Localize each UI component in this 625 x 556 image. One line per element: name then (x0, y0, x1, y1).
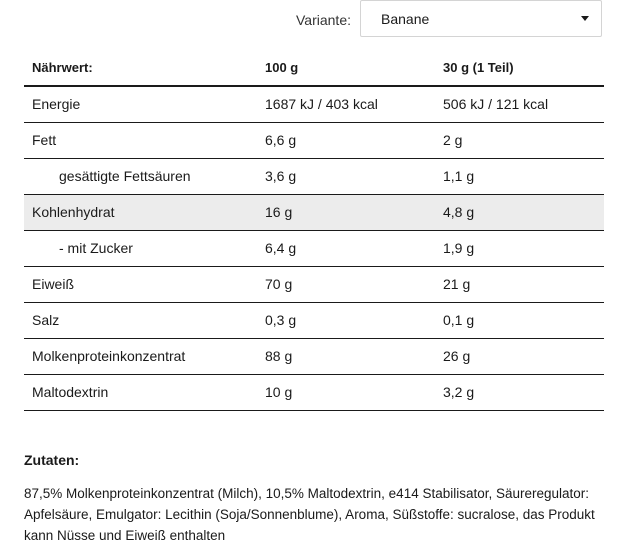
nutrient-per-serving: 26 g (435, 338, 604, 374)
nutrient-per-serving: 1,1 g (435, 158, 604, 194)
nutrient-per-100g: 3,6 g (257, 158, 435, 194)
nutrient-per-100g: 6,4 g (257, 230, 435, 266)
nutrient-name: Fett (24, 122, 257, 158)
nutrient-per-serving: 21 g (435, 266, 604, 302)
nutrient-per-100g: 0,3 g (257, 302, 435, 338)
nutrient-name: Molkenproteinkonzentrat (24, 338, 257, 374)
variant-select[interactable] (360, 0, 602, 37)
nutrient-per-100g: 1687 kJ / 403 kcal (257, 86, 435, 122)
nutrient-name: - mit Zucker (24, 230, 257, 266)
nutrient-name: Energie (24, 86, 257, 122)
nutrient-per-100g: 6,6 g (257, 122, 435, 158)
column-header-nutrient: Nährwert: (24, 50, 257, 86)
nutrient-per-serving: 2 g (435, 122, 604, 158)
table-row (24, 374, 604, 410)
table-row (24, 158, 604, 194)
table-header-row (24, 50, 604, 86)
table-row (24, 302, 604, 338)
nutrient-name: Maltodextrin (24, 374, 257, 410)
table-row (24, 122, 604, 158)
table-row (24, 230, 604, 266)
nutrient-per-serving: 4,8 g (435, 194, 604, 230)
nutrient-name: gesättigte Fettsäuren (24, 158, 257, 194)
ingredients-text: 87,5% Molkenproteinkonzentrat (Milch), 10,5% Maltodextrin, e414 Stabilisator, Säureregulator: Apfelsäure, Emulgator: Lecithin (Soja/Sonnenblume), Aroma, Süßstoffe: sucralose, das Produkt kann Nüsse und Eiweiß enthalten (24, 486, 595, 543)
nutrient-per-100g: 70 g (257, 266, 435, 302)
nutrient-per-serving: 1,9 g (435, 230, 604, 266)
nutrient-name: Kohlenhydrat (24, 194, 257, 230)
table-row (24, 266, 604, 302)
column-header-per-serving: 30 g (1 Teil) (435, 50, 604, 86)
chevron-down-icon (581, 16, 589, 21)
nutrient-name: Salz (24, 302, 257, 338)
nutrient-per-serving: 506 kJ / 121 kcal (435, 86, 604, 122)
variant-selector-row (0, 0, 625, 40)
column-header-per-100g: 100 g (257, 50, 435, 86)
nutrient-per-100g: 16 g (257, 194, 435, 230)
nutrient-per-100g: 10 g (257, 374, 435, 410)
variant-selected-value: Banane (381, 11, 430, 27)
nutrition-table (24, 50, 604, 411)
table-row (24, 86, 604, 122)
table-row-highlighted (24, 194, 604, 230)
nutrient-per-serving: 3,2 g (435, 374, 604, 410)
table-row (24, 338, 604, 374)
nutrient-per-serving: 0,1 g (435, 302, 604, 338)
variant-label: Variante: (296, 12, 351, 28)
nutrient-name: Eiweiß (24, 266, 257, 302)
ingredients-heading: Zutaten: (24, 452, 80, 468)
nutrient-per-100g: 88 g (257, 338, 435, 374)
